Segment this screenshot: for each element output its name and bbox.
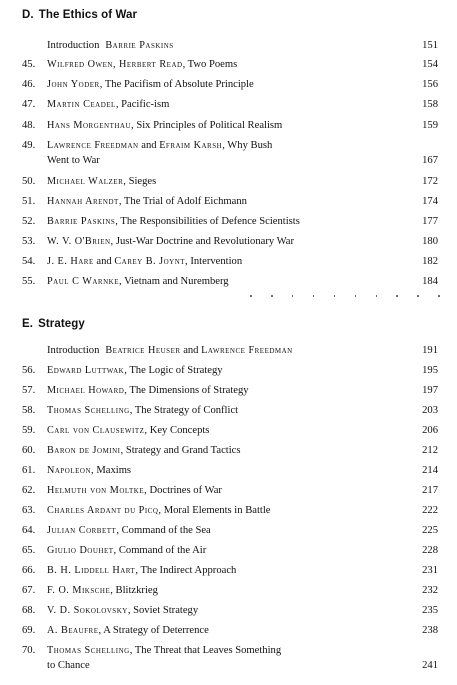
speckle-dot	[355, 295, 357, 297]
entry-title: Just-War Doctrine and Revolutionary War	[115, 236, 294, 247]
entry-number: 66.	[22, 565, 36, 576]
entry-page-number: 214	[422, 465, 438, 476]
entry-author: Julian Corbett	[47, 525, 117, 536]
entry-title: The Strategy of Conflict	[134, 405, 239, 416]
entry-title: Strategy and Grand Tactics	[125, 445, 241, 456]
entry-title: The Pacifism of Absolute Principle	[104, 79, 254, 90]
entry-author: Hans Morgenthau	[47, 120, 132, 131]
entry-author: Helmuth von Moltke	[47, 485, 145, 496]
entry-page-number: 225	[422, 525, 438, 536]
scan-speckle-divider	[250, 295, 440, 299]
entry-author: Wilfred Owen, Herbert Read	[47, 59, 183, 70]
entry-author: V. D. Sokolovsky	[47, 605, 128, 616]
entry-author: Charles Ardant du Picq	[47, 505, 159, 516]
entry-page-number: 191	[422, 345, 438, 356]
entry-number: 54.	[22, 256, 36, 267]
entry-number: 60.	[22, 445, 36, 456]
entry-text: Carl von Clausewitz, Key Concepts	[47, 425, 210, 436]
entry-number: 63.	[22, 505, 36, 516]
speckle-dot	[334, 295, 336, 297]
entry-author: Michael Walzer	[47, 176, 124, 187]
entry-text: Julian Corbett, Command of the Sea	[47, 525, 211, 536]
entry-author-2: Carey B. Joynt	[114, 256, 186, 267]
entry-page-number: 172	[422, 176, 438, 187]
entry-page-number: 159	[422, 120, 438, 131]
entry-title: Key Concepts	[149, 425, 210, 436]
section-letter: D.	[22, 9, 34, 21]
entry-author: Martin Ceadel	[47, 99, 116, 110]
entry-page-number: 182	[422, 256, 438, 267]
entry-number: 57.	[22, 385, 36, 396]
entry-author: Thomas Schelling	[47, 405, 130, 416]
entry-text: Napoleon, Maxims	[47, 465, 132, 476]
introduction-label: Introduction	[47, 345, 100, 356]
entry-author: John Yoder	[47, 79, 100, 90]
entry-title: The Indirect Approach	[140, 565, 237, 576]
entry-author-2: Lawrence Freedman	[201, 345, 293, 356]
section-heading-ethics-of-war	[22, 9, 137, 21]
entry-text: Barrie Paskins, The Responsibilities of Defence Scientists	[47, 216, 300, 227]
entry-title: The Logic of Strategy	[129, 365, 223, 376]
entry-title: The Trial of Adolf Eichmann	[123, 196, 247, 207]
entry-number: 67.	[22, 585, 36, 596]
entry-text: V. D. Sokolovsky, Soviet Strategy	[47, 605, 199, 616]
entry-number: 53.	[22, 236, 36, 247]
entry-page-number: 222	[422, 505, 438, 516]
entry-text: J. E. Hare and Carey B. Joynt, Intervention	[47, 256, 243, 267]
entry-number: 56.	[22, 365, 36, 376]
entry-title: Maxims	[96, 465, 132, 476]
entry-title-continued: to Chance	[47, 660, 90, 671]
entry-author: W. V. O'Brien	[47, 236, 111, 247]
entry-number: 51.	[22, 196, 36, 207]
entry-number: 49.	[22, 140, 36, 151]
entry-page-number: 180	[422, 236, 438, 247]
entry-author-2: Efraim Karsh	[159, 140, 223, 151]
entry-text: A. Beaufre, A Strategy of Deterrence	[47, 625, 209, 636]
entry-text: F. O. Miksche, Blitzkrieg	[47, 585, 158, 596]
entry-author: Giulio Douhet	[47, 545, 114, 556]
entry-number: 58.	[22, 405, 36, 416]
entry-text: Giulio Douhet, Command of the Air	[47, 545, 207, 556]
entry-page-number: 158	[422, 99, 438, 110]
entry-title: Vietnam and Nuremberg	[124, 276, 229, 287]
entry-page-number: 184	[422, 276, 438, 287]
entry-author: B. H. Liddell Hart	[47, 565, 136, 576]
section-heading-strategy	[22, 318, 85, 330]
entry-page-number: 197	[422, 385, 438, 396]
speckle-dot	[250, 295, 252, 297]
entry-text: Paul C Warnke, Vietnam and Nuremberg	[47, 276, 229, 287]
entry-page-number: 241	[422, 660, 438, 671]
entry-number: 50.	[22, 176, 36, 187]
entry-author: Hannah Arendt	[47, 196, 119, 207]
entry-text: Martin Ceadel, Pacific-ism	[47, 99, 170, 110]
entry-title: Moral Elements in Battle	[163, 505, 271, 516]
entry-number: 48.	[22, 120, 36, 131]
entry-page-number: 177	[422, 216, 438, 227]
entry-title: The Threat that Leaves Something	[134, 645, 282, 656]
entry-page-number: 206	[422, 425, 438, 436]
entry-title: Blitzkrieg	[115, 585, 158, 596]
entry-text: W. V. O'Brien, Just-War Doctrine and Revolutionary War	[47, 236, 294, 247]
entry-number: 62.	[22, 485, 36, 496]
entry-text	[47, 343, 407, 358]
speckle-dot	[271, 295, 273, 297]
entry-author: Paul C Warnke	[47, 276, 119, 287]
entry-number: 61.	[22, 465, 36, 476]
entry-conjunction: and	[96, 256, 112, 267]
entry-number: 55.	[22, 276, 36, 287]
entry-page-number: 212	[422, 445, 438, 456]
section-letter: E.	[22, 318, 34, 330]
section-title: The Ethics of War	[38, 9, 138, 21]
entry-text: Charles Ardant du Picq, Moral Elements in Battle	[47, 505, 271, 516]
entry-page-number: 235	[422, 605, 438, 616]
entry-title: The Responsibilities of Defence Scientists	[120, 216, 300, 227]
entry-text: Edward Luttwak, The Logic of Strategy	[47, 365, 223, 376]
entry-page-number: 231	[422, 565, 438, 576]
entry-author: A. Beaufre	[47, 625, 99, 636]
speckle-dot	[396, 295, 398, 297]
entry-page-number: 195	[422, 365, 438, 376]
entry-title: A Strategy of Deterrence	[103, 625, 209, 636]
entry-title: Six Principles of Political Realism	[136, 120, 283, 131]
entry-number: 69.	[22, 625, 36, 636]
entry-author: Edward Luttwak	[47, 365, 125, 376]
speckle-dot	[376, 295, 378, 297]
entry-title: Command of the Air	[118, 545, 207, 556]
entry-text: Wilfred Owen, Herbert Read, Two Poems	[47, 59, 238, 70]
entry-number: 64.	[22, 525, 36, 536]
entry-author: Barrie Paskins	[105, 40, 174, 51]
entry-number: 46.	[22, 79, 36, 90]
entry-author: Barrie Paskins	[47, 216, 116, 227]
entry-title: Why Bush	[227, 140, 273, 151]
speckle-dot	[313, 295, 315, 297]
entry-author: J. E. Hare	[47, 256, 94, 267]
entry-text: Lawrence Freedman and Efraim Karsh, Why Bush Went to War	[47, 140, 273, 166]
entry-page-number: 174	[422, 196, 438, 207]
introduction-label: Introduction	[47, 40, 100, 51]
entry-number: 59.	[22, 425, 36, 436]
entry-number: 45.	[22, 59, 36, 70]
entry-page-number: 203	[422, 405, 438, 416]
entry-number: 47.	[22, 99, 36, 110]
entry-title: Command of the Sea	[121, 525, 211, 536]
speckle-dot	[417, 295, 419, 297]
entry-title: Pacific-ism	[121, 99, 170, 110]
section-title: Strategy	[38, 318, 85, 330]
entry-title: Soviet Strategy	[133, 605, 199, 616]
entry-title: Doctrines of War	[149, 485, 222, 496]
entry-page-number: 238	[422, 625, 438, 636]
entry-author: Thomas Schelling	[47, 645, 130, 656]
entry-text: Hannah Arendt, The Trial of Adolf Eichmann	[47, 196, 247, 207]
entry-author: Beatrice Heuser	[105, 345, 181, 356]
entry-number: 65.	[22, 545, 36, 556]
entry-title: The Dimensions of Strategy	[129, 385, 249, 396]
entry-text: Thomas Schelling, The Strategy of Conflict	[47, 405, 239, 416]
entry-text	[47, 38, 367, 53]
entry-number: 70.	[22, 645, 36, 656]
entry-page-number: 154	[422, 59, 438, 70]
entry-author: Michael Howard	[47, 385, 125, 396]
entry-page-number: 232	[422, 585, 438, 596]
entry-text: Thomas Schelling, The Threat that Leaves Something to Chance	[47, 645, 282, 671]
entry-author: Carl von Clausewitz	[47, 425, 145, 436]
entry-text: Baron de Jomini, Strategy and Grand Tactics	[47, 445, 241, 456]
entry-title: Sieges	[128, 176, 157, 187]
entry-text: B. H. Liddell Hart, The Indirect Approach	[47, 565, 237, 576]
entry-page-number: 167	[422, 155, 438, 166]
entry-conjunction: and	[183, 345, 199, 356]
entry-author: Lawrence Freedman	[47, 140, 139, 151]
entry-page-number: 151	[422, 40, 438, 51]
entry-number: 68.	[22, 605, 36, 616]
entry-text: Michael Walzer, Sieges	[47, 176, 157, 187]
entry-page-number: 156	[422, 79, 438, 90]
entry-author: Napoleon	[47, 465, 92, 476]
entry-title: Two Poems	[187, 59, 238, 70]
entry-author: Baron de Jomini	[47, 445, 121, 456]
entry-author: F. O. Miksche	[47, 585, 111, 596]
entry-page-number: 217	[422, 485, 438, 496]
entry-title: Intervention	[190, 256, 243, 267]
speckle-dot	[438, 295, 440, 297]
entry-number: 52.	[22, 216, 36, 227]
entry-text: John Yoder, The Pacifism of Absolute Principle	[47, 79, 254, 90]
speckle-dot	[292, 295, 294, 297]
entry-conjunction: and	[141, 140, 157, 151]
entry-text: Helmuth von Moltke, Doctrines of War	[47, 485, 222, 496]
entry-title-continued: Went to War	[47, 155, 100, 166]
entry-page-number: 228	[422, 545, 438, 556]
entry-text: Michael Howard, The Dimensions of Strategy	[47, 385, 249, 396]
entry-text: Hans Morgenthau, Six Principles of Political Realism	[47, 120, 283, 131]
